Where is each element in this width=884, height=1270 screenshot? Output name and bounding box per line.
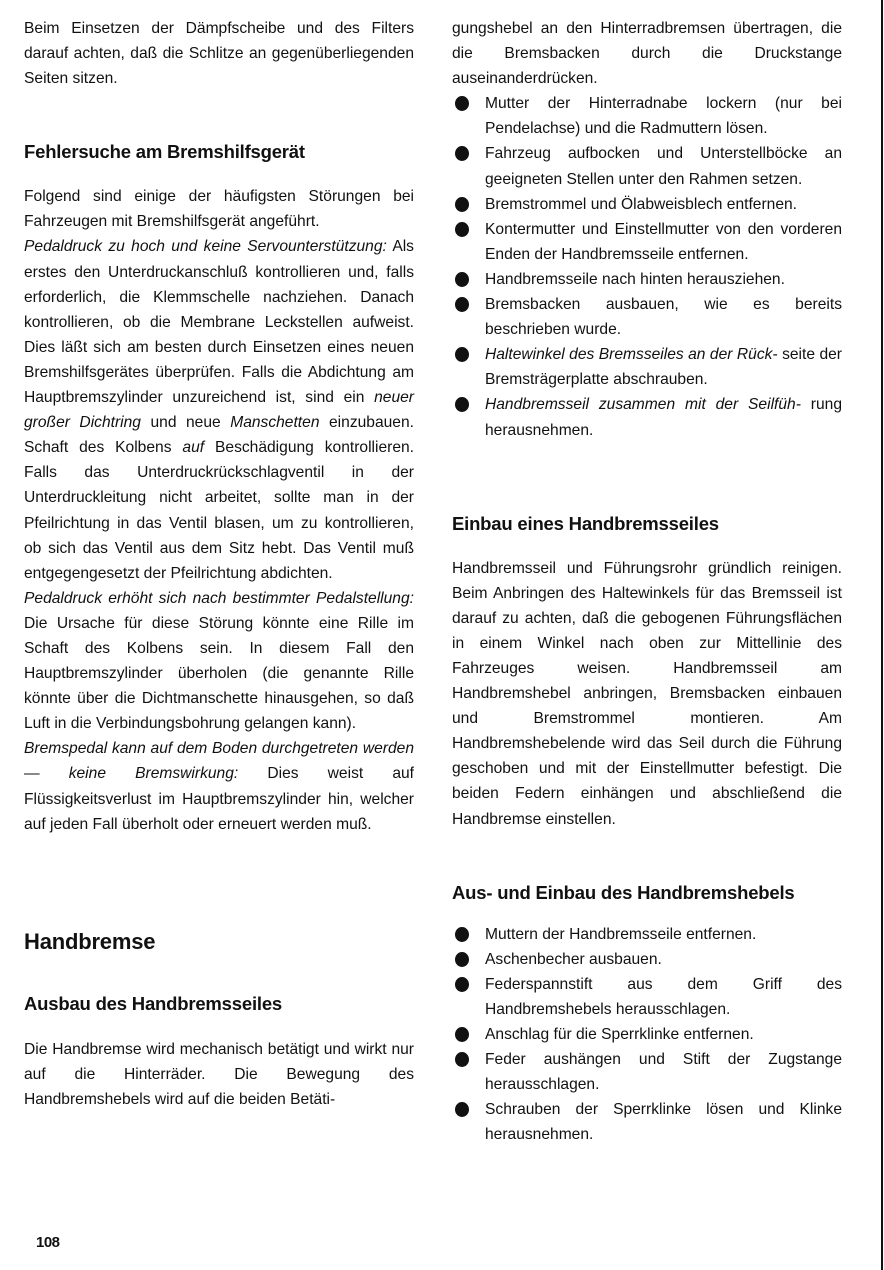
list-item: Muttern der Handbremsseile entfernen. [452, 922, 842, 947]
fault-2: Pedaldruck erhöht sich nach bestimmter Pedalstellung: Die Ursache für diese Störung könnte eine Rille im Schaft des Kolbens sein. In diesem Fall den Hauptbremszylinder überholen (die genannte Rille könnte über die Dichtmanschette hinausgehen, so daß Luft in die Verbindungsbohrung gelangen kann). [24, 589, 414, 733]
bullet-icon [455, 96, 469, 111]
bullet-icon [455, 347, 469, 362]
chapter-title-handbremse: Handbremse [24, 928, 156, 954]
page-number: 108 [36, 1234, 60, 1251]
intro-paragraph: Beim Einsetzen der Dämpfscheibe und des Filters darauf achten, daß die Schlitze an gegenüberliegenden Seiten sitzen. [24, 20, 414, 88]
list-item: Handbremsseile nach hinten herausziehen. [452, 267, 842, 292]
fault-1-heading: Pedaldruck zu hoch und keine Servounterstützung: [24, 238, 387, 256]
list-item: Feder aushängen und Stift der Zugstange herausschlagen. [452, 1047, 842, 1097]
bullet-icon [455, 927, 469, 942]
handbremshebel-steps-list [452, 922, 842, 1148]
list-item: Haltewinkel des Bremsseiles an der Rück- seite der Bremsträgerplatte abschrauben. [452, 342, 842, 392]
page-edge-line [881, 0, 883, 1270]
list-item: Anschlag für die Sperrklinke entfernen. [452, 1022, 842, 1047]
list-item: Federspannstift aus dem Griff des Handbremshebels herausschlagen. [452, 972, 842, 1022]
fault-1: Pedaldruck zu hoch und keine Servounterstützung: Als erstes den Unterdruckanschluß kontrollieren und, falls erforderlich, die Klemmschelle nachziehen. Danach kontrollieren, ob die Membrane Leckstellen aufweist. Dies läßt sich am besten durch Einsetzen eines neuen Bremshilfsgerätes überprüfen. Falls die Abdichtung am Hauptbremszylinder unzureichend ist, sind ein neuer großer Dichtring und neue Manschetten einzubauen. Schaft des Kolbens auf Beschädigung kontrollieren. Falls das Unterdruckrückschlagventil in der Unterdruckleitung nicht arbeitet, sollte man in der Pfeilrichtung in das Ventil blasen, um zu kontrollieren, ob sich das Ventil aus dem Sitz hebt. Das Ventil muß entgegengesetzt der Pfeilrichtung abdichten. [24, 238, 415, 582]
list-item: Handbremsseil zusammen mit der Seilfüh- rung herausnehmen. [452, 392, 842, 442]
section-heading-ausbau-handbremsseiles: Ausbau des Handbremsseiles [24, 992, 283, 1014]
einbau-paragraph: Handbremsseil und Führungsrohr gründlich reinigen. Beim Anbringen des Haltewinkels für das Bremsseil ist darauf zu achten, daß die gebogenen Führungsflächen in einem Winkel nach oben zur Mittellinie des Fahrzeuges weisen. Handbremsseil am Handbremshebel anbringen, Bremsbacken einbauen und Bremstrommel montieren. Am Handbremshebelende wird das Seil durch die Führung geschoben und mit der Einstellmutter befestigt. Die beiden Federn einhängen und abschließend die Handbremse einstellen. [452, 559, 842, 828]
fault-3: Bremspedal kann auf dem Boden durchgetreten werden — keine Bremswirkung: Dies weist auf Flüssigkeitsverlust im Hauptbremszylinder hin, welcher auf jeden Fall überholt oder erneuert werden muß. [24, 740, 414, 833]
fault-2-heading: Pedaldruck erhöht sich nach bestimmter Pedalstellung: [24, 589, 414, 607]
fehlersuche-intro: Folgend sind einige der häufigsten Störungen bei Fahrzeugen mit Bremshilfsgerät angeführt. [24, 188, 414, 231]
list-item: Bremsbacken ausbauen, wie es bereits beschrieben wurde. [452, 292, 842, 342]
fault-3-heading: Bremspedal kann auf dem Boden durchgetreten werden — keine Bremswirkung: [24, 740, 414, 783]
bullet-icon [455, 146, 469, 161]
bullet-icon [455, 1102, 469, 1117]
bullet-icon [455, 397, 469, 412]
section-heading-einbau-handbremsseiles: Einbau eines Handbremsseiles [452, 512, 719, 534]
ausbau-paragraph: Die Handbremse wird mechanisch betätigt und wirkt nur auf die Hinterräder. Die Bewegung des Handbremshebels wird auf die beiden Betäti- [24, 1040, 414, 1108]
section-heading-fehlersuche: Fehlersuche am Bremshilfsgerät [24, 141, 305, 163]
continuation-paragraph: gungshebel an den Hinterradbremsen übertragen, die die Bremsbacken durch die Druckstange auseinanderdrücken. [452, 20, 842, 88]
list-item: Aschenbecher ausbauen. [452, 947, 842, 972]
list-item: Bremstrommel und Ölabweisblech entfernen. [452, 192, 842, 217]
list-item: Mutter der Hinterradnabe lockern (nur bei Pendelachse) und die Radmuttern lösen. [452, 91, 842, 141]
bullet-icon [455, 272, 469, 287]
bullet-icon [455, 1052, 469, 1067]
bullet-icon [455, 1027, 469, 1042]
bullet-icon [455, 297, 469, 312]
bullet-icon [455, 977, 469, 992]
left-column [24, 0, 414, 1112]
bullet-icon [455, 952, 469, 967]
right-column [452, 0, 842, 1147]
bullet-icon [455, 197, 469, 212]
ausbau-steps-list [452, 91, 842, 442]
list-item: Schrauben der Sperrklinke lösen und Klinke herausnehmen. [452, 1097, 842, 1147]
list-item: Kontermutter und Einstellmutter von den vorderen Enden der Handbremsseile entfernen. [452, 217, 842, 267]
list-item: Fahrzeug aufbocken und Unterstellböcke an geeigneten Stellen unter den Rahmen setzen. [452, 141, 842, 191]
bullet-icon [455, 222, 469, 237]
section-heading-handbremshebel: Aus- und Einbau des Handbremshebels [452, 881, 795, 903]
